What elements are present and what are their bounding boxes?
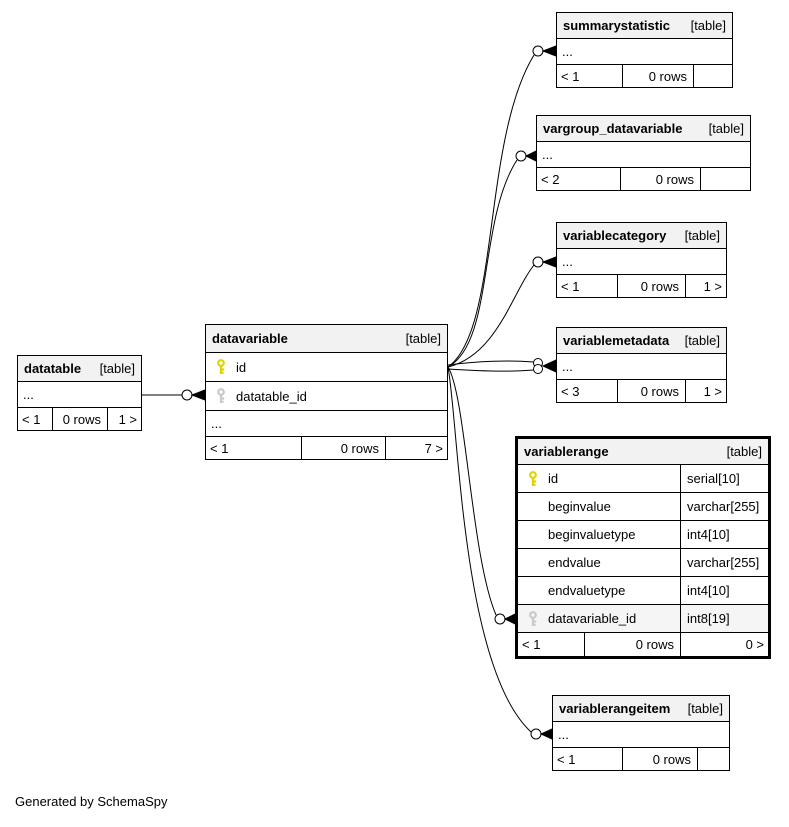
table-variablecategory[interactable] (556, 222, 727, 298)
table-footer (553, 748, 729, 770)
table-header (537, 116, 750, 142)
columns-ellipsis: ... (206, 411, 447, 437)
column-row (518, 493, 768, 521)
table-header (18, 356, 141, 382)
table-header (553, 696, 729, 722)
relationship-datavariable-summarystatistic (448, 46, 556, 367)
column-row (518, 549, 768, 577)
table-header (518, 439, 768, 465)
columns-ellipsis: ... (553, 722, 729, 748)
column-row (206, 382, 447, 411)
table-type-tag: [table] (708, 121, 744, 136)
arrowhead-icon (543, 257, 556, 267)
columns-ellipsis: ... (18, 382, 141, 408)
table-variablerange[interactable] (515, 436, 771, 659)
table-header (557, 13, 732, 39)
arrowhead-icon (192, 390, 205, 400)
column-type: int4[10] (680, 521, 768, 548)
table-type-tag: [table] (684, 333, 720, 348)
children-count: 7 > (385, 437, 447, 459)
table-header (557, 328, 726, 354)
table-footer (18, 408, 141, 430)
table-datatable[interactable] (17, 355, 142, 431)
arrowhead-icon (505, 614, 515, 624)
parents-count: < 1 (22, 411, 41, 427)
parents-count: < 1 (557, 751, 576, 767)
parents-count: < 1 (210, 440, 229, 456)
table-footer (557, 380, 726, 402)
children-count (693, 65, 732, 87)
children-count: 0 > (680, 633, 768, 656)
children-count: 1 > (685, 275, 726, 297)
table-title: variablecategory (563, 228, 667, 243)
parents-count: < 1 (522, 637, 541, 652)
row-count: 0 rows (617, 380, 685, 402)
children-count (697, 748, 729, 770)
row-count: 0 rows (301, 437, 385, 459)
column-name: id (236, 359, 247, 375)
table-header (206, 325, 447, 353)
table-footer (206, 437, 447, 459)
cardinality-circle (182, 390, 192, 400)
columns-ellipsis: ... (557, 249, 726, 275)
table-type-tag: [table] (690, 18, 726, 33)
row-count: 0 rows (620, 168, 700, 190)
cardinality-circle (495, 614, 505, 624)
foreign-key-icon (216, 388, 226, 404)
table-title: datatable (24, 361, 82, 376)
column-type: int4[10] (680, 577, 768, 604)
columns-ellipsis: ... (557, 354, 726, 380)
table-summarystatistic[interactable] (556, 12, 733, 88)
primary-key-icon (528, 471, 538, 487)
foreign-key-icon (528, 611, 538, 627)
column-type: serial[10] (680, 465, 768, 492)
table-type-tag: [table] (726, 444, 762, 459)
parents-count: < 1 (561, 68, 580, 84)
table-footer (557, 65, 732, 87)
column-name: endvalue (548, 555, 601, 570)
table-type-tag: [table] (99, 361, 135, 376)
parents-count: < 2 (541, 171, 560, 187)
column-row (206, 353, 447, 382)
arrowhead-icon (526, 151, 536, 161)
cardinality-circle (516, 151, 526, 161)
table-datavariable[interactable] (205, 324, 448, 460)
parents-count: < 1 (561, 278, 580, 294)
table-header (557, 223, 726, 249)
column-type: int8[19] (680, 605, 768, 632)
table-title: vargroup_datavariable (543, 121, 683, 136)
row-count: 0 rows (584, 633, 680, 656)
row-count: 0 rows (52, 408, 107, 430)
cardinality-circle (533, 257, 543, 267)
arrowhead-icon (543, 360, 556, 372)
children-count (700, 168, 750, 190)
cardinality-circle (534, 365, 543, 374)
table-type-tag: [table] (687, 701, 723, 716)
column-name: id (548, 471, 559, 486)
column-name: beginvaluetype (548, 527, 636, 542)
table-title: summarystatistic (563, 18, 670, 33)
table-title: datavariable (212, 331, 288, 346)
table-footer (518, 633, 768, 656)
column-row (518, 521, 768, 549)
table-footer (537, 168, 750, 190)
cardinality-circle (533, 46, 543, 56)
table-type-tag: [table] (684, 228, 720, 243)
table-title: variablerangeitem (559, 701, 671, 716)
children-count: 1 > (685, 380, 726, 402)
relationship-datavariable-variablerange (448, 367, 515, 624)
columns-ellipsis: ... (537, 142, 750, 168)
column-type: varchar[255] (680, 549, 768, 576)
column-row (518, 577, 768, 605)
arrowhead-icon (541, 729, 552, 739)
table-footer (557, 275, 726, 297)
table-vargroup-datavariable[interactable] (536, 115, 751, 191)
generator-note: Generated by SchemaSpy (15, 794, 168, 809)
column-name: beginvalue (548, 499, 611, 514)
row-count: 0 rows (622, 748, 697, 770)
table-variablerangeitem[interactable] (552, 695, 730, 771)
primary-key-icon (216, 359, 226, 375)
column-type: varchar[255] (680, 493, 768, 520)
cardinality-circle (531, 729, 541, 739)
table-title: variablemetadata (563, 333, 670, 348)
children-count: 1 > (107, 408, 141, 430)
table-variablemetadata[interactable] (556, 327, 727, 403)
column-row (518, 605, 768, 633)
columns-ellipsis: ... (557, 39, 732, 65)
arrowhead-icon (543, 46, 556, 56)
row-count: 0 rows (617, 275, 685, 297)
column-row (518, 465, 768, 493)
column-name: datatable_id (236, 388, 307, 404)
parents-count: < 3 (561, 383, 580, 399)
column-name: endvaluetype (548, 583, 626, 598)
relationship-datatable-datavariable (142, 390, 205, 400)
table-type-tag: [table] (405, 331, 441, 346)
column-name: datavariable_id (548, 611, 637, 626)
table-title: variablerange (524, 444, 609, 459)
row-count: 0 rows (622, 65, 693, 87)
